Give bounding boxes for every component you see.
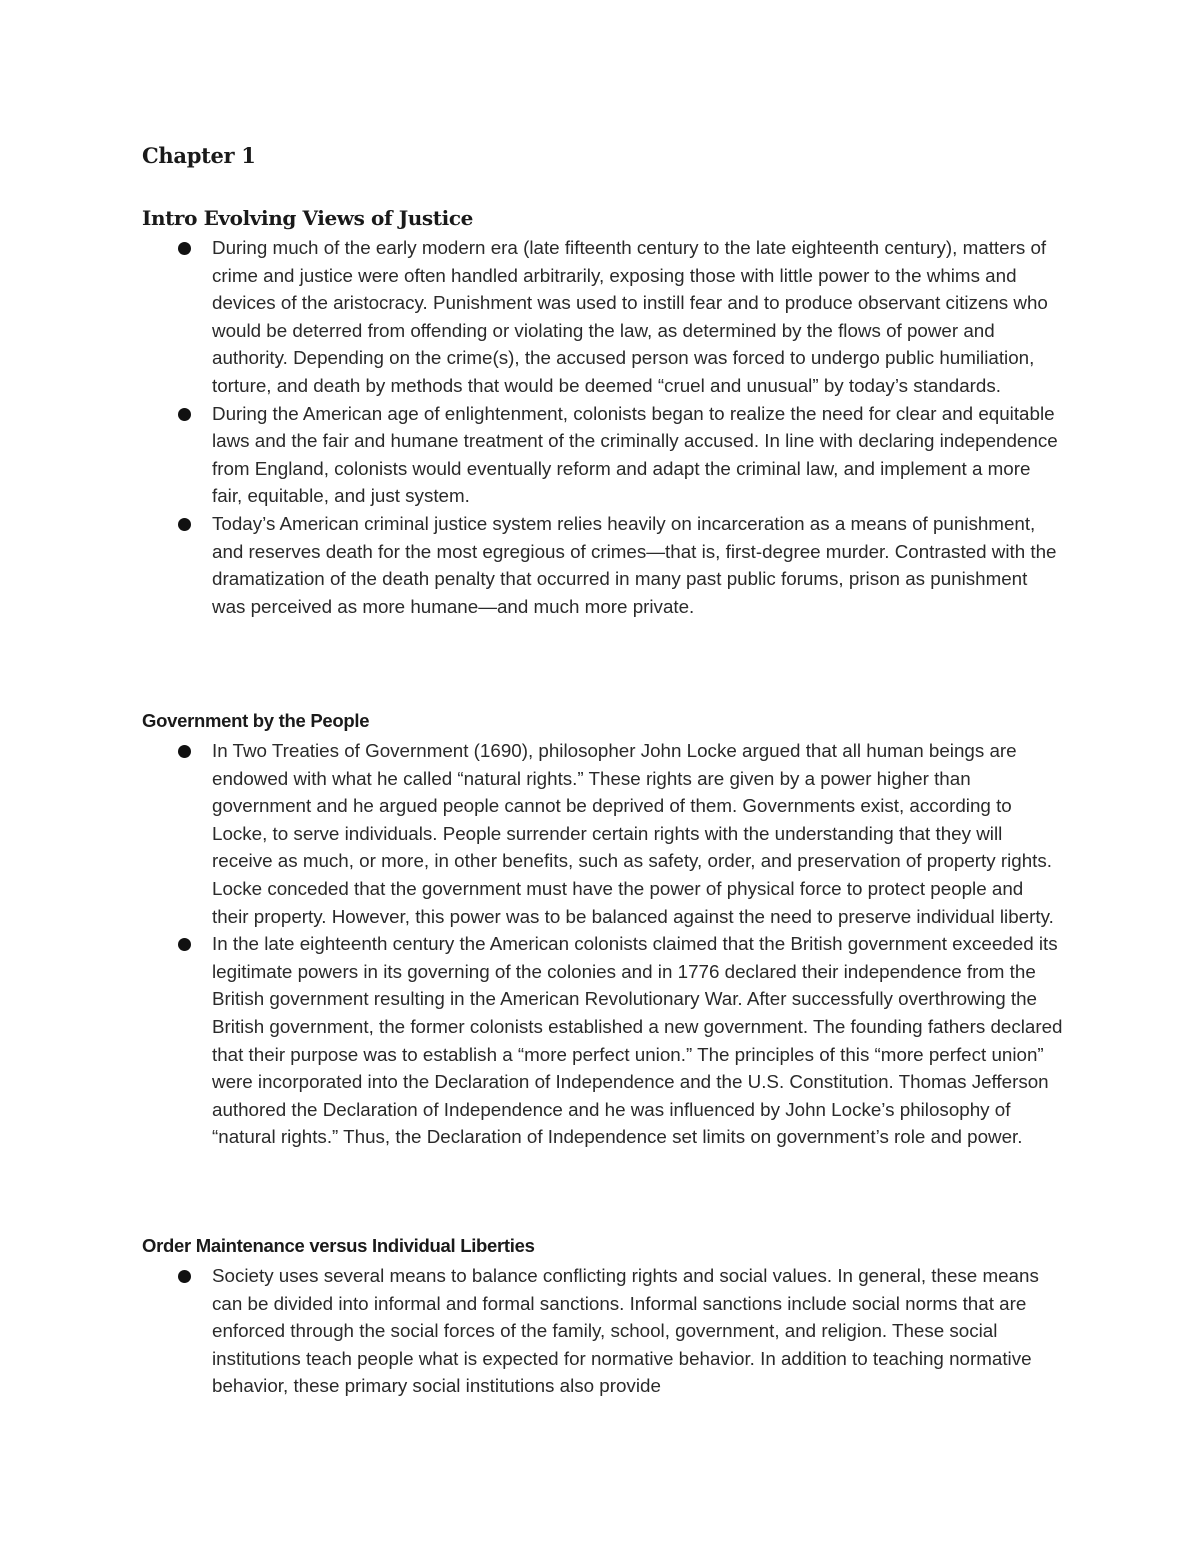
list-item-text: Society uses several means to balance conflicting rights and social values. In general, these means can be divided into informal and formal sanctions. Informal sanctions include social norms that are enforced through the social forces of the family, school, government, and religion. These social institutions teach people what is expected for normative behavior. In addition to teaching normative behavior, these primary social institutions also provide [212,1265,1039,1397]
list-item [142,1262,1064,1400]
list-item [142,510,1064,620]
list-item [142,930,1064,1151]
list-item [142,737,1064,930]
list-item-text: In the late eighteenth century the American colonists claimed that the British government exceeded its legitimate powers in its governing of the colonies and in 1776 declared their independence from the British government resulting in the American Revolutionary War. After successfully overthrowing the British government, the former colonists established a new government. The founding fathers declared that their purpose was to establish a “more perfect union.” The principles of this “more perfect union” were incorporated into the Declaration of Independence and the U.S. Constitution. Thomas Jefferson authored the Declaration of Independence and he was influenced by John Locke’s philosophy of “natural rights.” Thus, the Declaration of Independence set limits on government’s role and power. [212,933,1063,1148]
bullet-list [142,737,1082,1151]
list-item [142,234,1064,400]
list-item [142,400,1064,510]
section-government-by-the-people [142,707,1082,1151]
chapter-title: Chapter 1 [142,143,256,168]
list-item-text: In Two Treaties of Government (1690), philosopher John Locke argued that all human beings are endowed with what he called “natural rights.” These rights are given by a power higher than government and he argued people cannot be deprived of them. Governments exist, according to Locke, to serve individuals. People surrender certain rights with the understanding that they will receive as much, or more, in other benefits, such as safety, order, and preservation of property rights. Locke conceded that the government must have the power of physical force to protect people and their property. However, this power was to be balanced against the need to preserve individual liberty. [212,740,1054,927]
section-intro-evolving-views [142,204,1082,620]
bullet-icon [178,518,191,531]
bullet-icon [178,242,191,255]
section-heading: Order Maintenance versus Individual Liberties [142,1235,535,1256]
bullet-icon [178,1270,191,1283]
section-heading: Intro Evolving Views of Justice [142,206,473,230]
bullet-icon [178,938,191,951]
list-item-text: During the American age of enlightenment, colonists began to realize the need for clear and equitable laws and the fair and humane treatment of the criminally accused. In line with declaring independence from England, colonists would eventually reform and adapt the criminal law, and implement a more fair, equitable, and just system. [212,402,1058,507]
bullet-icon [178,745,191,758]
section-order-maintenance [142,1232,1082,1400]
bullet-list [142,1262,1082,1400]
section-heading: Government by the People [142,710,370,731]
bullet-icon [178,408,191,421]
list-item-text: During much of the early modern era (late fifteenth century to the late eighteenth century), matters of crime and justice were often handled arbitrarily, exposing those with little power to the whims and devices of the aristocracy. Punishment was used to instill fear and to produce observant citizens who would be deterred from offending or violating the law, as determined by the flows of power and authority. Depending on the crime(s), the accused person was forced to undergo public humiliation, torture, and death by methods that would be deemed “cruel and unusual” by today’s standards. [212,237,1048,396]
bullet-list [142,234,1082,620]
list-item-text: Today’s American criminal justice system relies heavily on incarceration as a means of punishment, and reserves death for the most egregious of crimes—that is, first-degree murder. Contrasted with the dramatization of the death penalty that occurred in many past public forums, prison as punishment was perceived as more humane—and much more private. [212,512,1057,617]
